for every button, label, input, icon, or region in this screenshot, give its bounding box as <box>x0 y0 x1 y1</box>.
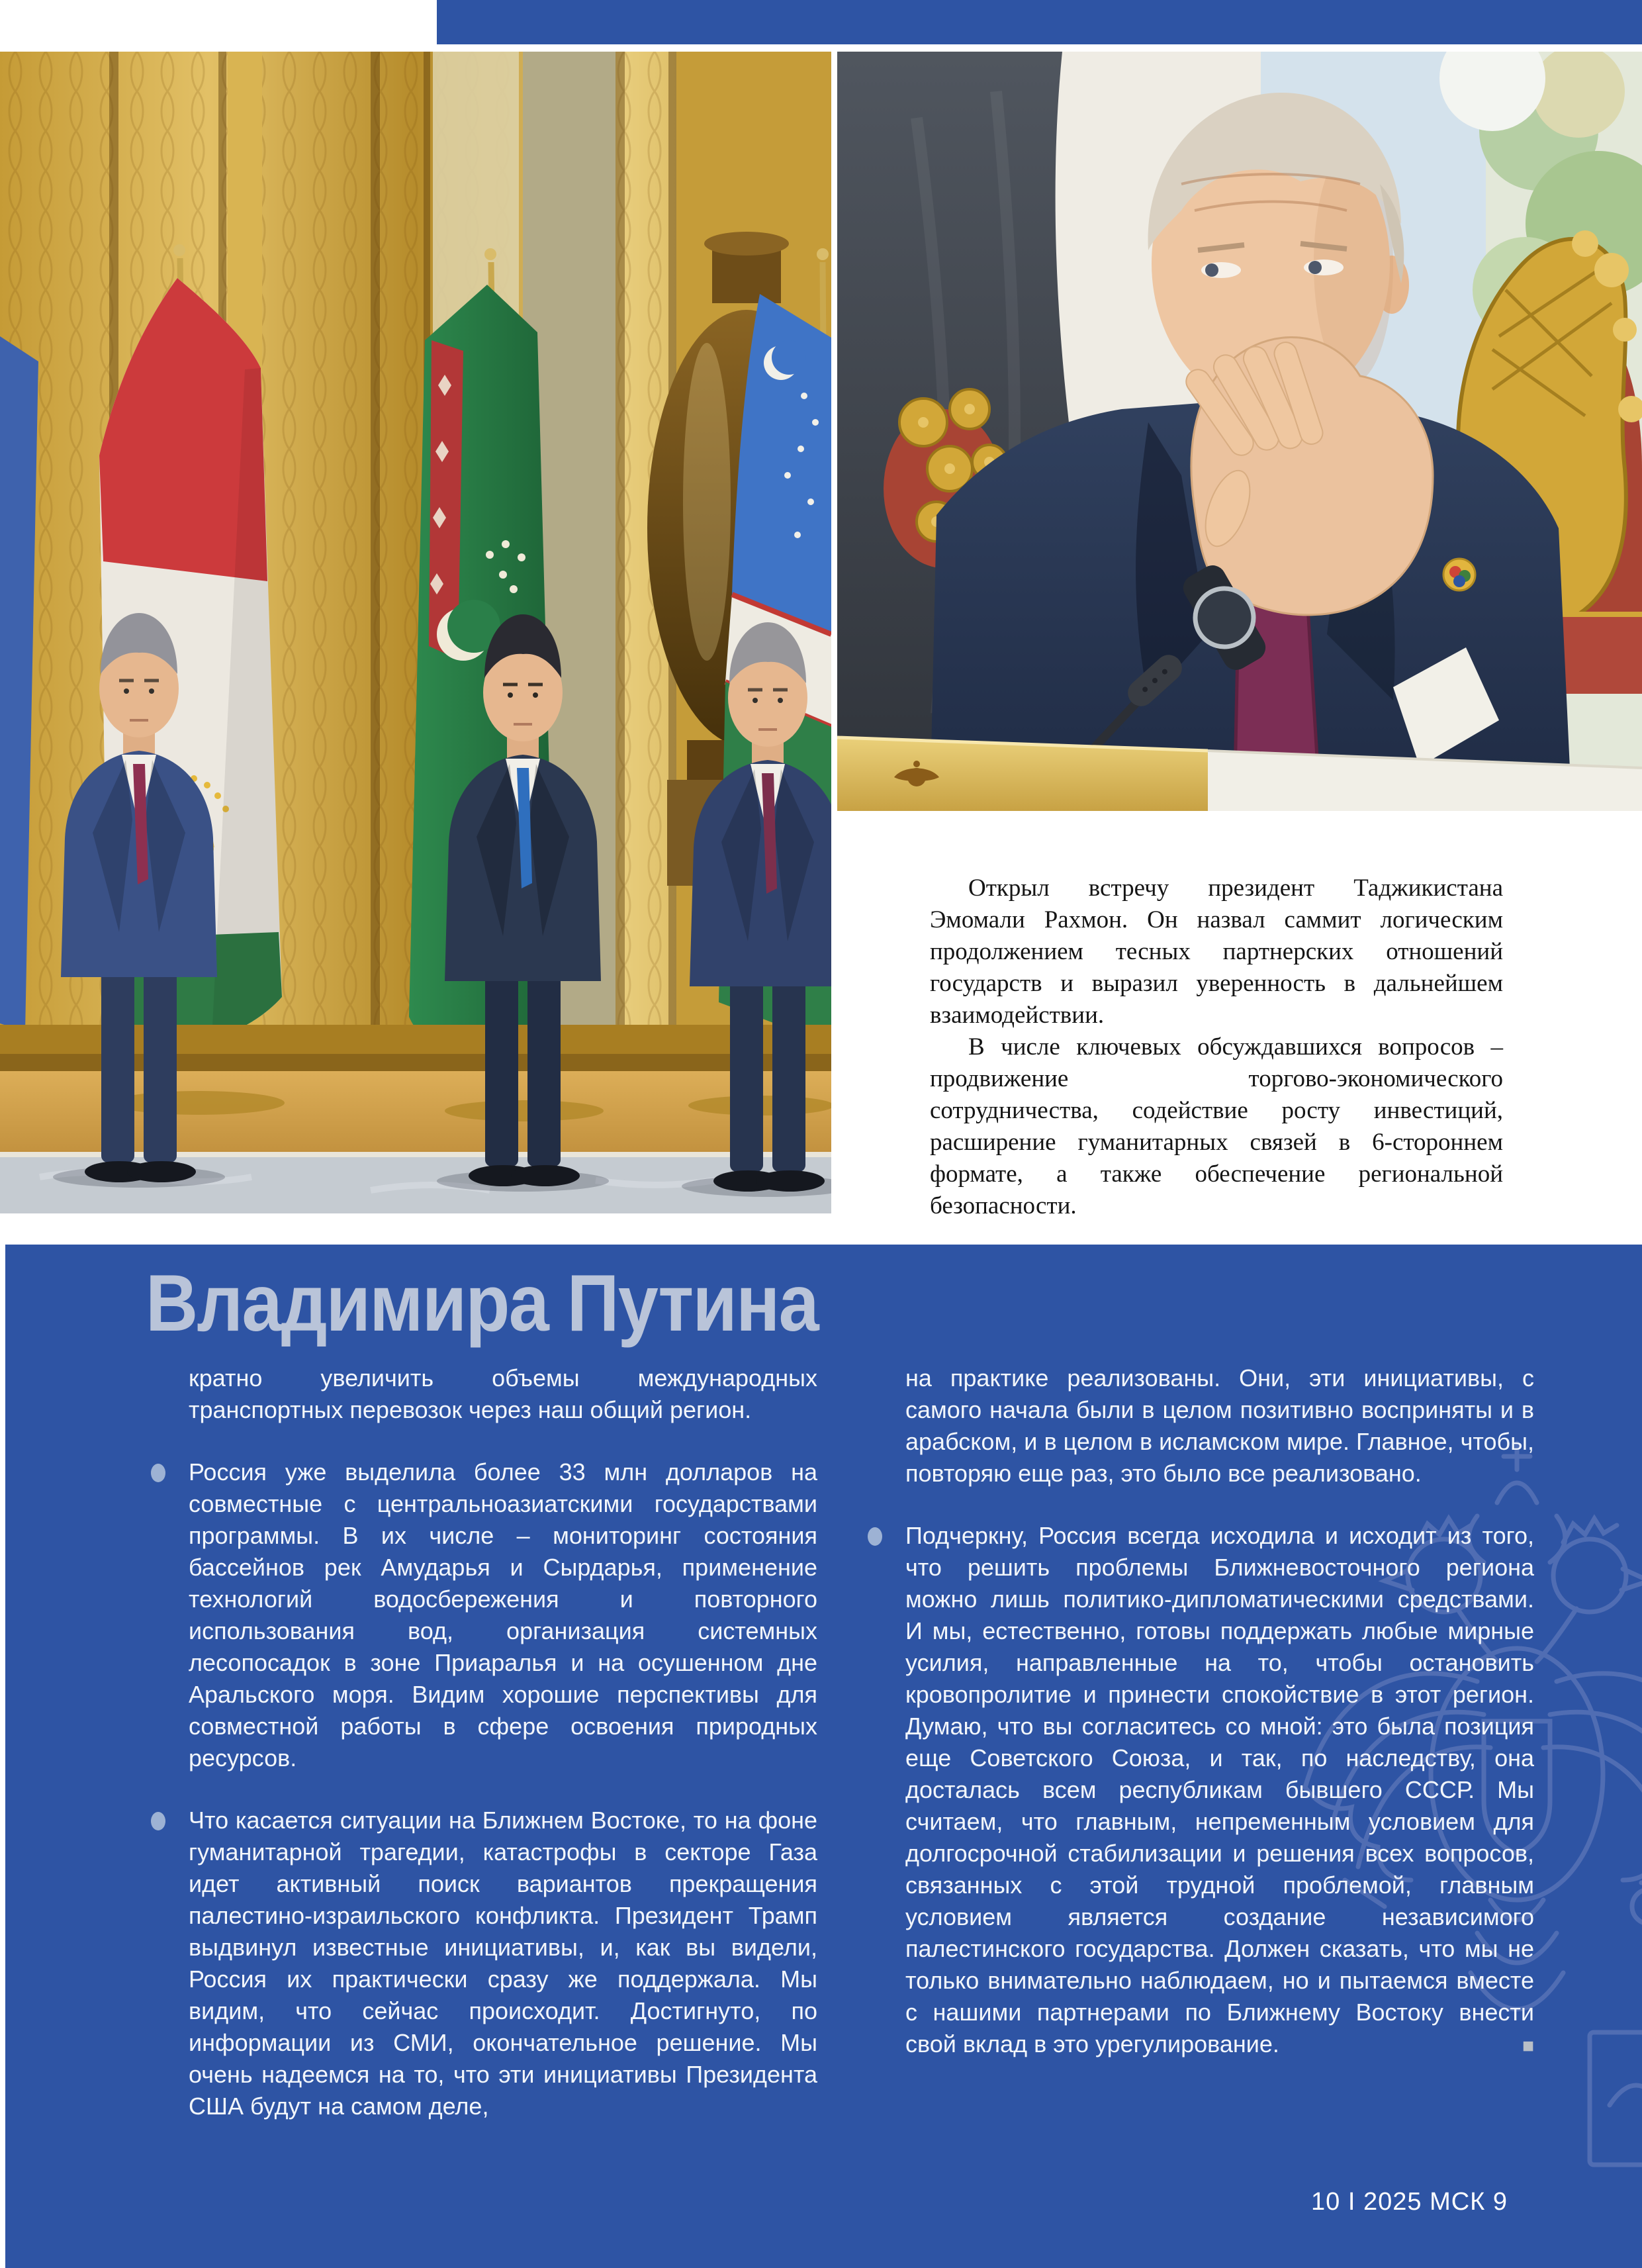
intro-paragraph: Открыл встречу президент Таджикистана Эмомали Рахмон. Он назвал саммит логическим продолжением тесных партнерских отношений государств и выразил уверенность в дальнейшем взаимодействии. <box>930 874 1503 1029</box>
quote-block <box>189 1362 817 1426</box>
putin-portrait-illustration <box>837 52 1642 811</box>
top-accent-bar <box>437 0 1642 44</box>
quote-block <box>905 1362 1534 1489</box>
page-footer: 10 I 2025 МСК 9 <box>1311 2188 1508 2216</box>
intro-text <box>930 873 1503 1222</box>
quote-text: Что касается ситуации на Ближнем Востоке, то на фоне гуманитарной трагедии, катастрофы в секторе Газа идет активный поиск вариантов прекращения палестино-израильского конфликта. Президент Трамп выдвинул известные инициативы, и, как вы видели, Россия их практически сразу же поддержала. Мы видим, что сейчас происходит. Достигнуто, по информации из СМИ, окончательное решение. Мы очень надеемся на то, что эти инициативы Президента США будут на самом деле, <box>189 1807 817 2120</box>
three-presidents-illustration <box>0 52 831 1213</box>
left-column <box>189 1362 817 2122</box>
quote-panel <box>5 1245 1642 2268</box>
intro-paragraph: В числе ключевых обсуждавшихся вопросов – продвижение торгово-экономического сотрудничества, содействие росту инвестиций, расширение гуманитарных связей в 6-стороннем формате, а также обеспечение региональной безопасности. <box>930 1033 1503 1219</box>
quote-block <box>189 1456 817 1774</box>
photo-three-presidents <box>0 52 831 1213</box>
bullet-icon <box>151 1464 165 1482</box>
lapel-pin <box>1443 559 1475 591</box>
quote-text: кратно увеличить объемы международных транспортных перевозок через наш общий регион. <box>189 1364 817 1423</box>
bullet-icon <box>151 1812 165 1830</box>
headline: Владимира Путина <box>146 1258 818 1348</box>
quote-block <box>189 1805 817 2122</box>
quote-block <box>905 1520 1534 2060</box>
quote-text: Подчеркну, Россия всегда исходила и исходит из того, что решить проблемы Ближневосточного региона можно лишь политико-дипломатическими средствами. И мы, естественно, готовы поддержать любые мирные усилия, направленные на то, чтобы остановить кровопролитие и принести спокойствие в этот регион. Думаю, что вы согласитесь со мной: это была позиция еще Советского Союза, и так, по наследству, она досталась всем республикам бывшего СССР. Мы считаем, что главным, непременным условием для долгосрочной стабилизации и решения всех вопросов, связанных с этой трудной проблемой, главным условием является создание независимого палестинского государства. Должен сказать, что мы не только внимательно наблюдаем, но и пытаемся вместе с нашими партнерами по Ближнему Востоку внести свой вклад в это урегулирование. <box>905 1522 1534 2057</box>
photo-putin <box>837 52 1642 811</box>
bullet-icon <box>868 1527 882 1546</box>
right-column <box>905 1362 1534 2060</box>
end-of-article-marker: ■ <box>1522 2035 1534 2057</box>
quote-text: на практике реализованы. Они, эти инициативы, с самого начала были в целом позитивно восприняты и в арабском, и в целом в исламском мире. Главное, чтобы, повторяю еще раз, это было все реализовано. <box>905 1364 1534 1487</box>
quote-text: Россия уже выделила более 33 млн долларов на совместные с центральноазиатскими государствами программы. В их числе – мониторинг состояния бассейнов рек Амударья и Сырдарья, применение технологий водосбережения и повторного использования вод, организация системных лесопосадок в зоне Приаралья и на осушенном дне Аральского моря. Видим хорошие перспективы для совместной работы в сфере освоения природных ресурсов. <box>189 1458 817 1772</box>
